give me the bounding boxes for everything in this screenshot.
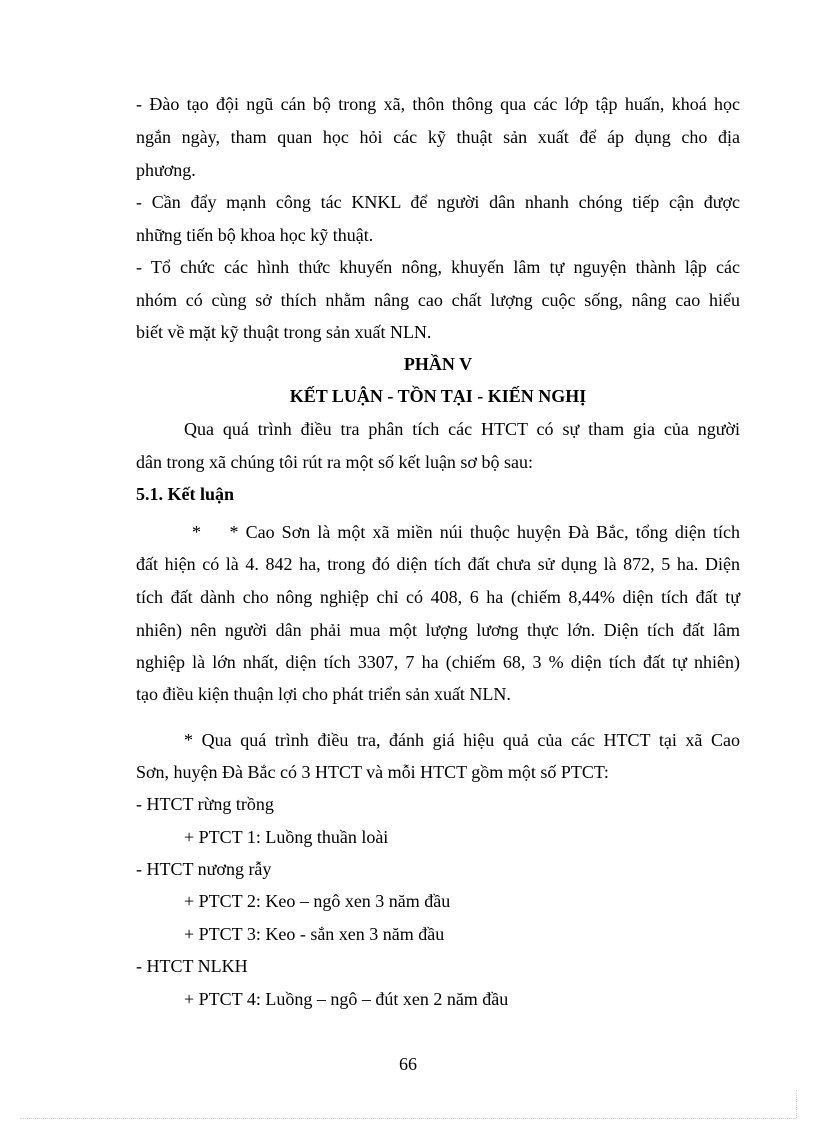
paragraph-line: đất hiện có là 4. 842 ha, trong đó diện tích đất chưa sử dụng là 872, 5 ha. Diện	[136, 554, 740, 574]
list-subitem: + PTCT 3: Keo - sắn xen 3 năm đầu	[184, 924, 445, 944]
paragraph-line: - Tổ chức các hình thức khuyến nông, khuyến lâm tự nguyện thành lập các	[136, 257, 740, 277]
list-item: - HTCT NLKH	[136, 956, 248, 976]
paragraph-line: nghiệp là lớn nhất, diện tích 3307, 7 ha (chiếm 68, 3 % diện tích đất tự nhiên)	[136, 652, 740, 672]
paragraph-line: nhóm có cùng sở thích nhằm nâng cao chất lượng cuộc sống, nâng cao hiểu	[136, 290, 740, 310]
list-item: - HTCT nương rẫy	[136, 859, 272, 879]
part-title: PHẦN V	[403, 354, 473, 374]
paragraph-line: tạo điều kiện thuận lợi cho phát triển sản xuất NLN.	[136, 684, 511, 704]
list-item: - HTCT rừng trồng	[136, 794, 274, 814]
page-border-bottom	[20, 1118, 796, 1119]
paragraph-line: * Qua quá trình điều tra, đánh giá hiệu quả của các HTCT tại xã Cao	[184, 730, 740, 750]
paragraph-line: những tiến bộ khoa học kỹ thuật.	[136, 225, 374, 245]
paragraph-line: tích đất dành cho nông nghiệp chỉ có 408, 6 ha (chiếm 8,44% diện tích đất tự	[136, 587, 740, 607]
paragraph-line: phương.	[136, 160, 196, 180]
paragraph-line: dân trong xã chúng tôi rút ra một số kết luận sơ bộ sau:	[136, 452, 533, 472]
page-number: 66	[399, 1054, 417, 1074]
page-border-right	[796, 1090, 797, 1118]
paragraph-line: - Đào tạo đội ngũ cán bộ trong xã, thôn thông qua các lớp tập huấn, khoá học	[136, 94, 740, 114]
list-subitem: + PTCT 2: Keo – ngô xen 3 năm đầu	[184, 891, 451, 911]
paragraph-line: ngắn ngày, tham quan học hỏi các kỹ thuật sản xuất để áp dụng cho địa	[136, 127, 740, 147]
paragraph-line: biết về mặt kỹ thuật trong sản xuất NLN.	[136, 322, 432, 342]
paragraph-line: nhiên) nên người dân phải mua một lượng lương thực lớn. Diện tích đất lâm	[136, 620, 740, 640]
list-subitem: + PTCT 4: Luồng – ngô – đút xen 2 năm đầu	[184, 989, 509, 1009]
list-subitem: + PTCT 1: Luồng thuần loài	[184, 827, 389, 847]
paragraph-line: Sơn, huyện Đà Bắc có 3 HTCT và mỗi HTCT gồm một số PTCT:	[136, 762, 609, 782]
paragraph-line: * * Cao Sơn là một xã miền núi thuộc huyện Đà Bắc, tổng diện tích	[192, 522, 740, 542]
paragraph-line: - Cần đẩy mạnh công tác KNKL để người dân nhanh chóng tiếp cận được	[136, 192, 740, 212]
chapter-title: KẾT LUẬN - TỒN TẠI - KIẾN NGHỊ	[289, 386, 587, 406]
paragraph-line: Qua quá trình điều tra phân tích các HTCT có sự tham gia của người	[184, 419, 740, 439]
section-heading: 5.1. Kết luận	[136, 484, 235, 504]
